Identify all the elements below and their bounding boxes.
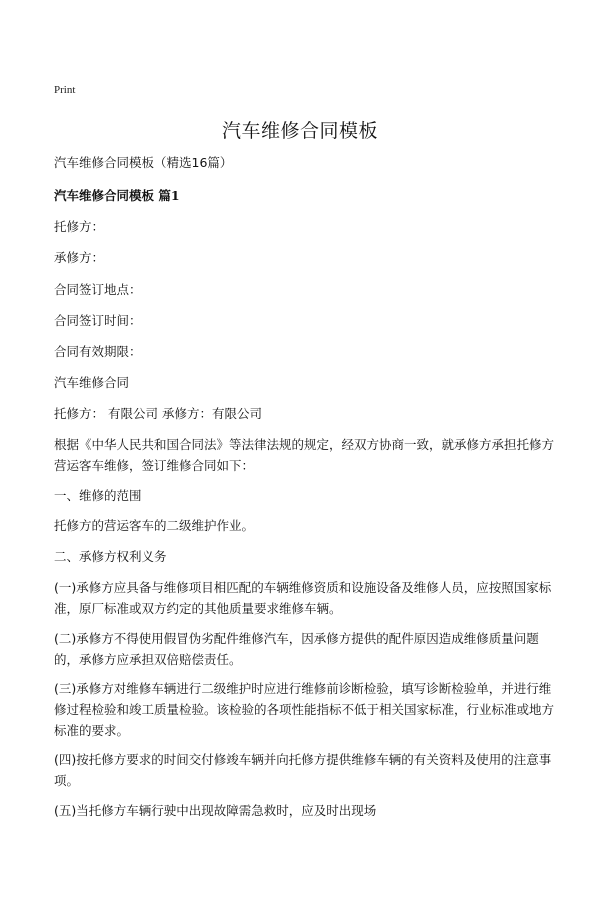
clause-2: (二)承修方不得使用假冒伪劣配件维修汽车，因承修方提供的配件原因造成维修质量问题的，承修方应承担双倍赔偿责任。 [54,631,539,667]
section1-title: 一、维修的范围 [54,488,142,503]
print-label: Print [54,84,76,96]
document-subtitle: 汽车维修合同模板（精选16篇） [54,155,233,170]
section1-body: 托修方的营运客车的二级维护作业。 [54,518,255,533]
clause-3: (三)承修方对维修车辆进行二级维护时应进行维修前诊断检验，填写诊断检验单，并进行维修过程检验和竣工质量检验。该检验的各项性能指标不低于相关国家标准，行业标准或地方标准的要求。 [54,681,555,738]
field-principal: 托修方： [54,219,105,234]
intro-paragraph: 根据《中华人民共和国合同法》等法律法规的规定，经双方协商一致，就承修方承担托修方营运客车维修，签订维修合同如下： [54,437,555,473]
section-heading: 汽车维修合同模板 篇1 [54,188,180,203]
page-title: 汽车维修合同模板 [221,120,378,142]
clause-5: (五)当托修方车辆行驶中出现故障需急救时，应及时出现场 [54,803,377,818]
field-place: 合同签订地点： [54,282,142,297]
contract-name: 汽车维修合同 [54,375,130,390]
clause-4: (四)按托修方要求的时间交付修竣车辆并向托修方提供维修车辆的有关资料及使用的注意事项。 [54,752,552,788]
field-validity: 合同有效期限： [54,344,142,359]
clause-1: (一)承修方应具备与维修项目相匹配的车辆维修资质和设施设备及维修人员，应按照国家标准，原厂标准或双方约定的其他质量要求维修车辆。 [54,580,552,616]
section2-title: 二、承修方权利义务 [54,549,167,564]
field-time: 合同签订时间： [54,313,142,328]
field-contractor: 承修方： [54,250,105,265]
parties-line: 托修方： 有限公司 承修方：有限公司 [54,406,262,421]
